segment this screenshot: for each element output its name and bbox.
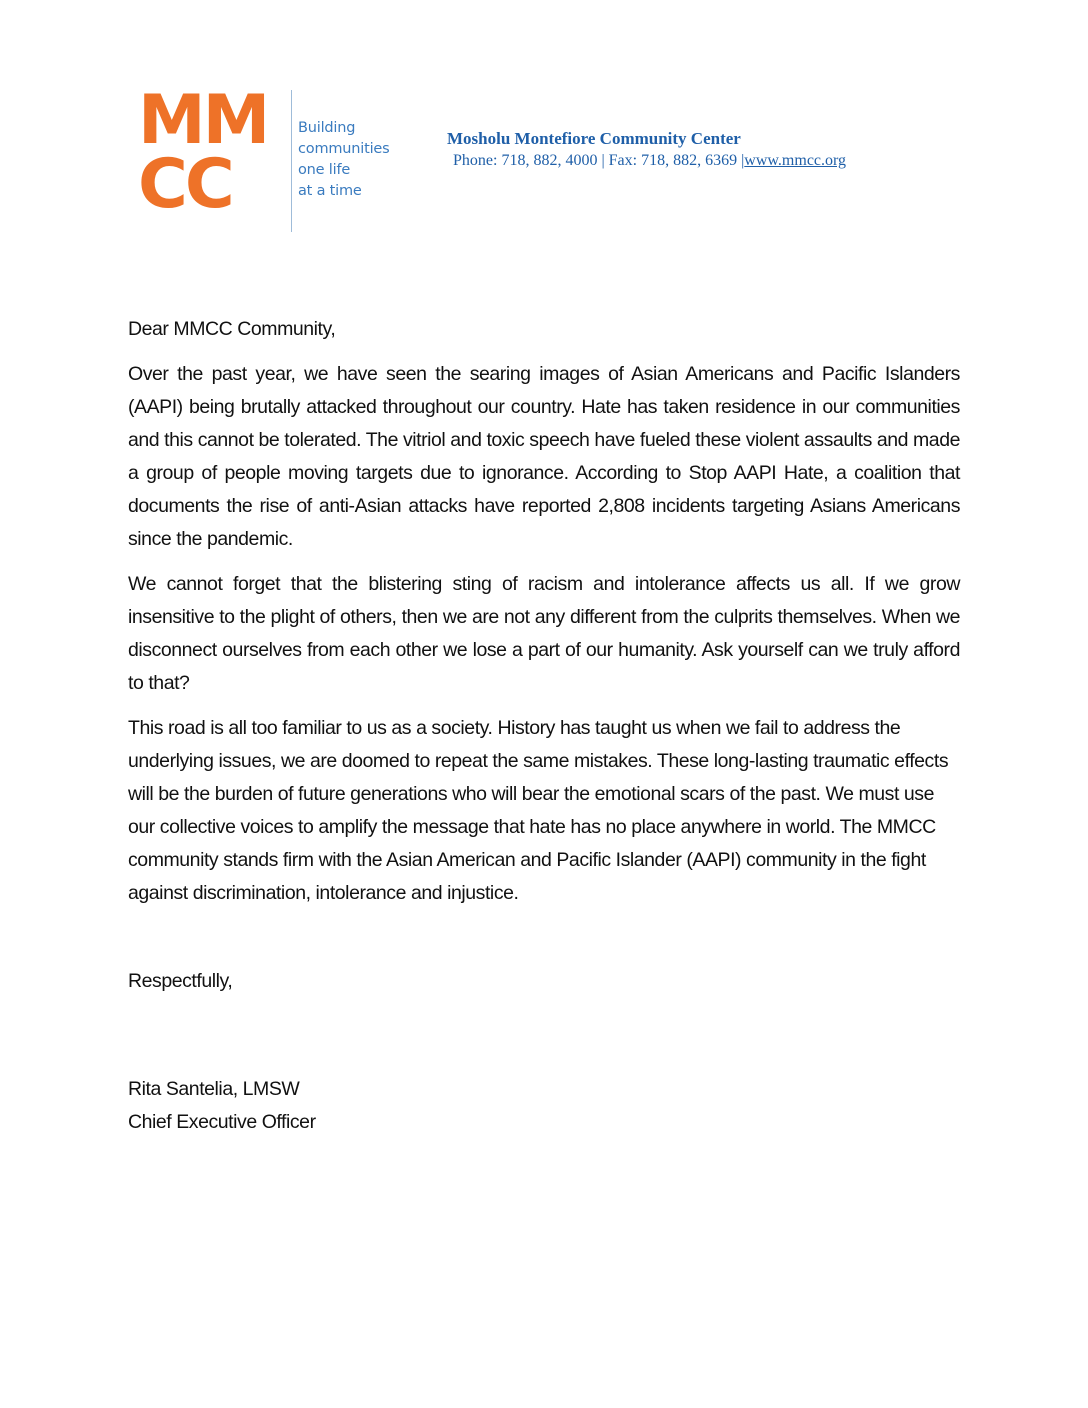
contact-line	[447, 150, 846, 172]
logo-tagline	[298, 118, 390, 202]
logo-mark	[138, 81, 278, 230]
tagline-line: communities	[298, 141, 390, 157]
letterhead-contact	[447, 128, 846, 172]
logo-mark-row-1: MM	[138, 81, 268, 160]
paragraph: This road is all too familiar to us as a society. History has taught us when we fail to address the underlying issues, we are doomed to repeat the same mistakes. These long-lasting traumatic effects will be the burden of future generations who will bear the emotional scars of the past. We must use our collective voices to amplify the message that hate has no place anywhere in world. The MMCC community stands firm with the Asian American and Pacific Islander (AAPI) community in the fight against discrimination, intolerance and injustice.	[128, 717, 949, 904]
tagline-line: one life	[298, 162, 351, 178]
phone-fax-text: Phone: 718, 882, 4000 | Fax: 718, 882, 6369 |	[453, 152, 745, 169]
letter-body	[128, 313, 960, 1139]
signature-name: Rita Santelia, LMSW	[128, 1078, 300, 1100]
paragraph: We cannot forget that the blistering sting of racism and intolerance affects us all. If we grow insensitive to the plight of others, then we are not any different from the culprits themselves. When we disconnect ourselves from each other we lose a part of our humanity. Ask yourself can we truly afford to that?	[128, 573, 960, 694]
mmcc-logo	[138, 81, 398, 235]
logo-mark-row-2: CC	[138, 145, 232, 224]
logo-divider	[291, 90, 292, 232]
website-link[interactable]: www.mmcc.org	[744, 152, 847, 169]
tagline-line: Building	[298, 120, 356, 136]
signature-title: Chief Executive Officer	[128, 1111, 316, 1133]
paragraph: Over the past year, we have seen the searing images of Asian Americans and Pacific Islanders (AAPI) being brutally attacked throughout our country. Hate has taken residence in our communities and this cannot be tolerated. The vitriol and toxic speech have fueled these violent assaults and made a group of people moving targets due to ignorance. According to Stop AAPI Hate, a coalition that documents the rise of anti-Asian attacks have reported 2,808 incidents targeting Asians Americans since the pandemic.	[128, 363, 960, 550]
tagline-line: at a time	[298, 183, 362, 199]
closing: Respectfully,	[128, 970, 233, 992]
organization-name: Mosholu Montefiore Community Center	[447, 129, 741, 148]
salutation: Dear MMCC Community,	[128, 318, 336, 340]
